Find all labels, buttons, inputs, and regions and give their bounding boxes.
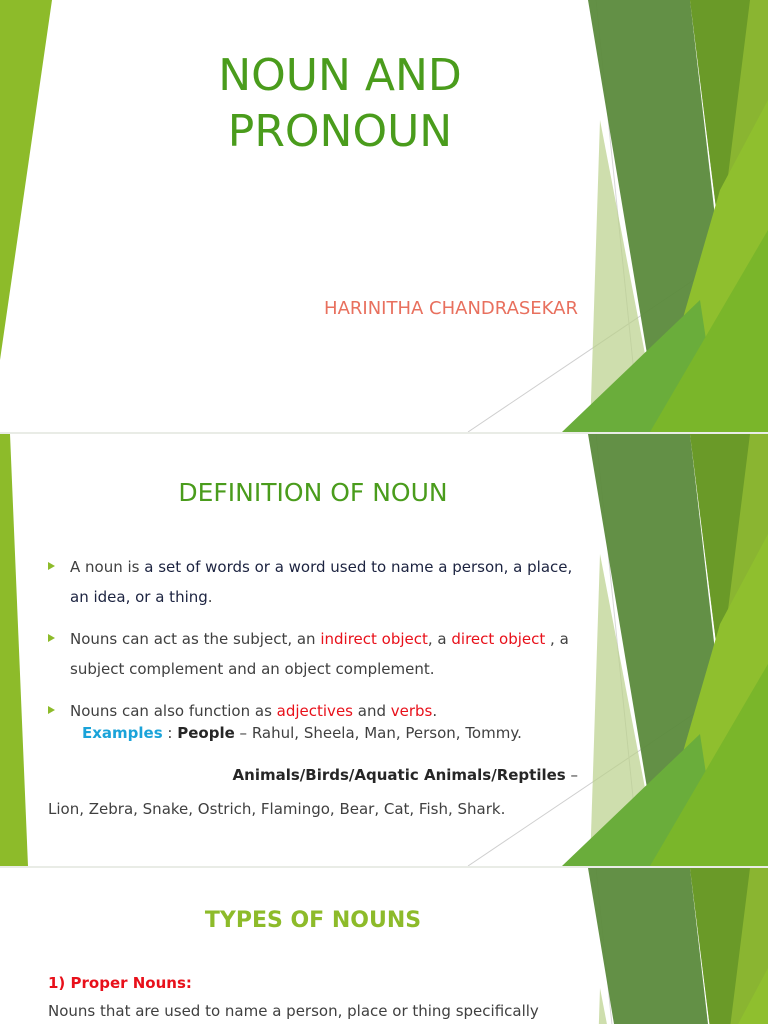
animals-examples <box>48 758 578 826</box>
slide-types-of-nouns <box>0 868 768 1024</box>
bullet-text: . <box>432 702 438 720</box>
highlight-term: adjectives <box>276 702 353 720</box>
animals-list: Lion, Zebra, Snake, Ostrich, Flamingo, Bear, Cat, Fish, Shark. <box>48 800 506 818</box>
highlight-term: indirect object <box>320 630 428 648</box>
bullet-text: , a subject complement and an object complement. <box>70 630 569 678</box>
title-line-1: NOUN AND <box>218 50 462 101</box>
highlight-term: verbs <box>390 702 433 720</box>
arrow-bullet-icon <box>48 562 55 570</box>
slide-title <box>0 0 768 432</box>
bullet-text: Nouns can also function as <box>70 702 277 720</box>
proper-nouns-text: Nouns that are used to name a person, place or thing specifically <box>48 1002 539 1020</box>
bullet-item <box>48 552 578 612</box>
bullet-text: . <box>207 588 213 606</box>
slide-definition <box>0 434 768 866</box>
animals-dash: – <box>565 766 578 784</box>
arrow-bullet-icon <box>48 634 55 642</box>
examples-separator: : <box>162 724 178 742</box>
people-label: People <box>177 724 235 742</box>
people-examples: – Rahul, Sheela, Man, Person, Tommy. <box>234 724 522 742</box>
bullet-item <box>48 624 578 684</box>
presentation-title <box>130 48 550 160</box>
animals-label: Animals/Birds/Aquatic Animals/Reptiles <box>232 766 566 784</box>
arrow-bullet-icon <box>48 706 55 714</box>
definition-bullets <box>48 552 578 738</box>
green-facets-decoration <box>0 868 768 1024</box>
bullet-text: and <box>352 702 391 720</box>
proper-nouns-heading: 1) Proper Nouns: <box>48 974 192 992</box>
highlight-term: direct object <box>451 630 546 648</box>
slide-heading: TYPES OF NOUNS <box>204 908 422 933</box>
bullet-text: , a <box>427 630 452 648</box>
examples-line <box>82 724 522 742</box>
bullet-text: Nouns can act as the subject, an <box>70 630 321 648</box>
examples-label: Examples <box>82 724 163 742</box>
bullet-text-emphasis: a set of words or a word used to name a person, a place, an idea, or a thing <box>70 558 573 606</box>
author-name: HARINITHA CHANDRASEKAR <box>324 298 578 319</box>
bullet-text: A noun is <box>70 558 145 576</box>
slide-heading: DEFINITION OF NOUN <box>178 478 448 507</box>
bullet-item <box>48 696 578 726</box>
title-line-2: PRONOUN <box>227 106 453 157</box>
